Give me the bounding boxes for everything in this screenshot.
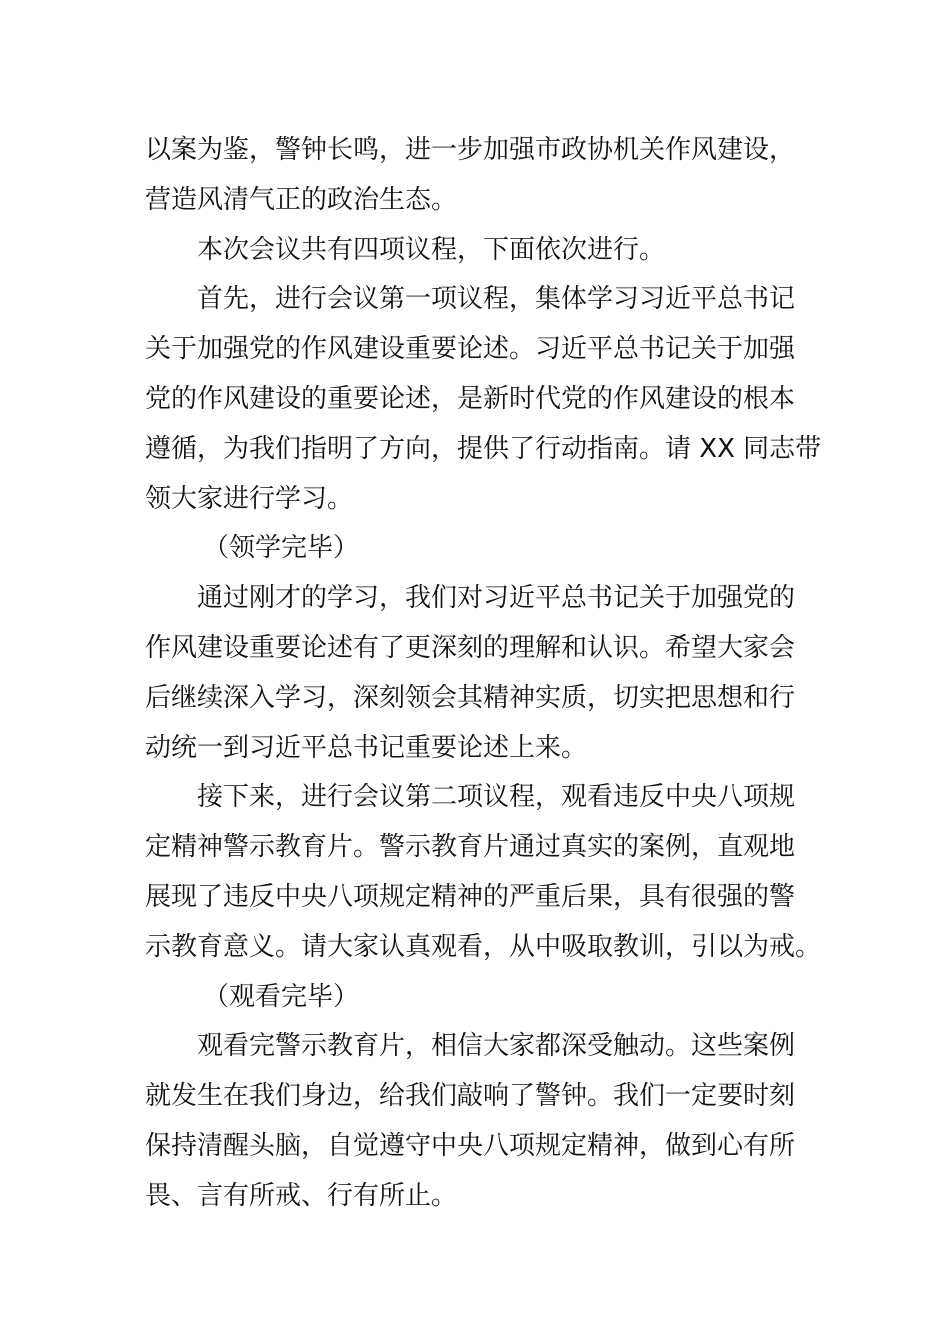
text-line: 展现了违反中央八项规定精神的严重后果，具有很强的警 [145, 881, 796, 912]
text-line: 动统一到习近平总书记重要论述上来。 [145, 732, 588, 763]
stage-note-study-complete [145, 524, 809, 574]
text-line: 关于加强党的作风建设重要论述。习近平总书记关于加强 [145, 334, 796, 365]
paragraph-meeting-purpose [145, 126, 809, 226]
text-line: 畏、言有所戒、行有所止。 [145, 1180, 458, 1211]
document-body [145, 126, 822, 1222]
paragraph-viewing-summary [145, 1022, 809, 1221]
text-line: 保持清醒头脑，自觉遵守中央八项规定精神，做到心有所 [145, 1130, 796, 1161]
text-line: 定精神警示教育片。警示教育片通过真实的案例，直观地 [145, 832, 796, 863]
paragraph-agenda-item-2 [145, 773, 822, 972]
paragraph-agenda-intro [145, 226, 809, 276]
text-line: 本次会议共有四项议程，下面依次进行。 [197, 234, 666, 265]
text-line: 观看完警示教育片，相信大家都深受触动。这些案例 [197, 1031, 796, 1062]
text-line: 示教育意义。请大家认真观看，从中吸取教训，引以为戒。 [145, 931, 822, 962]
paragraph-agenda-item-1 [145, 275, 822, 524]
text-line: 领大家进行学习。 [145, 483, 354, 514]
text-line: 以案为鉴，警钟长鸣，进一步加强市政协机关作风建设， [145, 135, 796, 165]
paragraph-study-summary [145, 574, 809, 773]
text-line: 党的作风建设的重要论述，是新时代党的作风建设的根本 [145, 383, 796, 414]
text-line: 接下来，进行会议第二项议程，观看违反中央八项规 [197, 782, 796, 813]
text-line: 后继续深入学习，深刻领会其精神实质，切实把思想和行 [145, 682, 796, 713]
text-line: 通过刚才的学习，我们对习近平总书记关于加强党的 [197, 583, 796, 614]
text-line: 遵循，为我们指明了方向，提供了行动指南。请 XX 同志带 [145, 433, 822, 464]
text-line: 营造风清气正的政治生态。 [145, 184, 458, 215]
text-line: （观看完毕） [203, 981, 360, 1012]
text-line: （领学完毕） [203, 533, 360, 564]
text-line: 就发生在我们身边，给我们敲响了警钟。我们一定要时刻 [145, 1081, 796, 1112]
text-line: 作风建设重要论述有了更深刻的理解和认识。希望大家会 [145, 632, 796, 663]
stage-note-viewing-complete [145, 973, 809, 1023]
text-line: 首先，进行会议第一项议程，集体学习习近平总书记 [197, 284, 796, 315]
